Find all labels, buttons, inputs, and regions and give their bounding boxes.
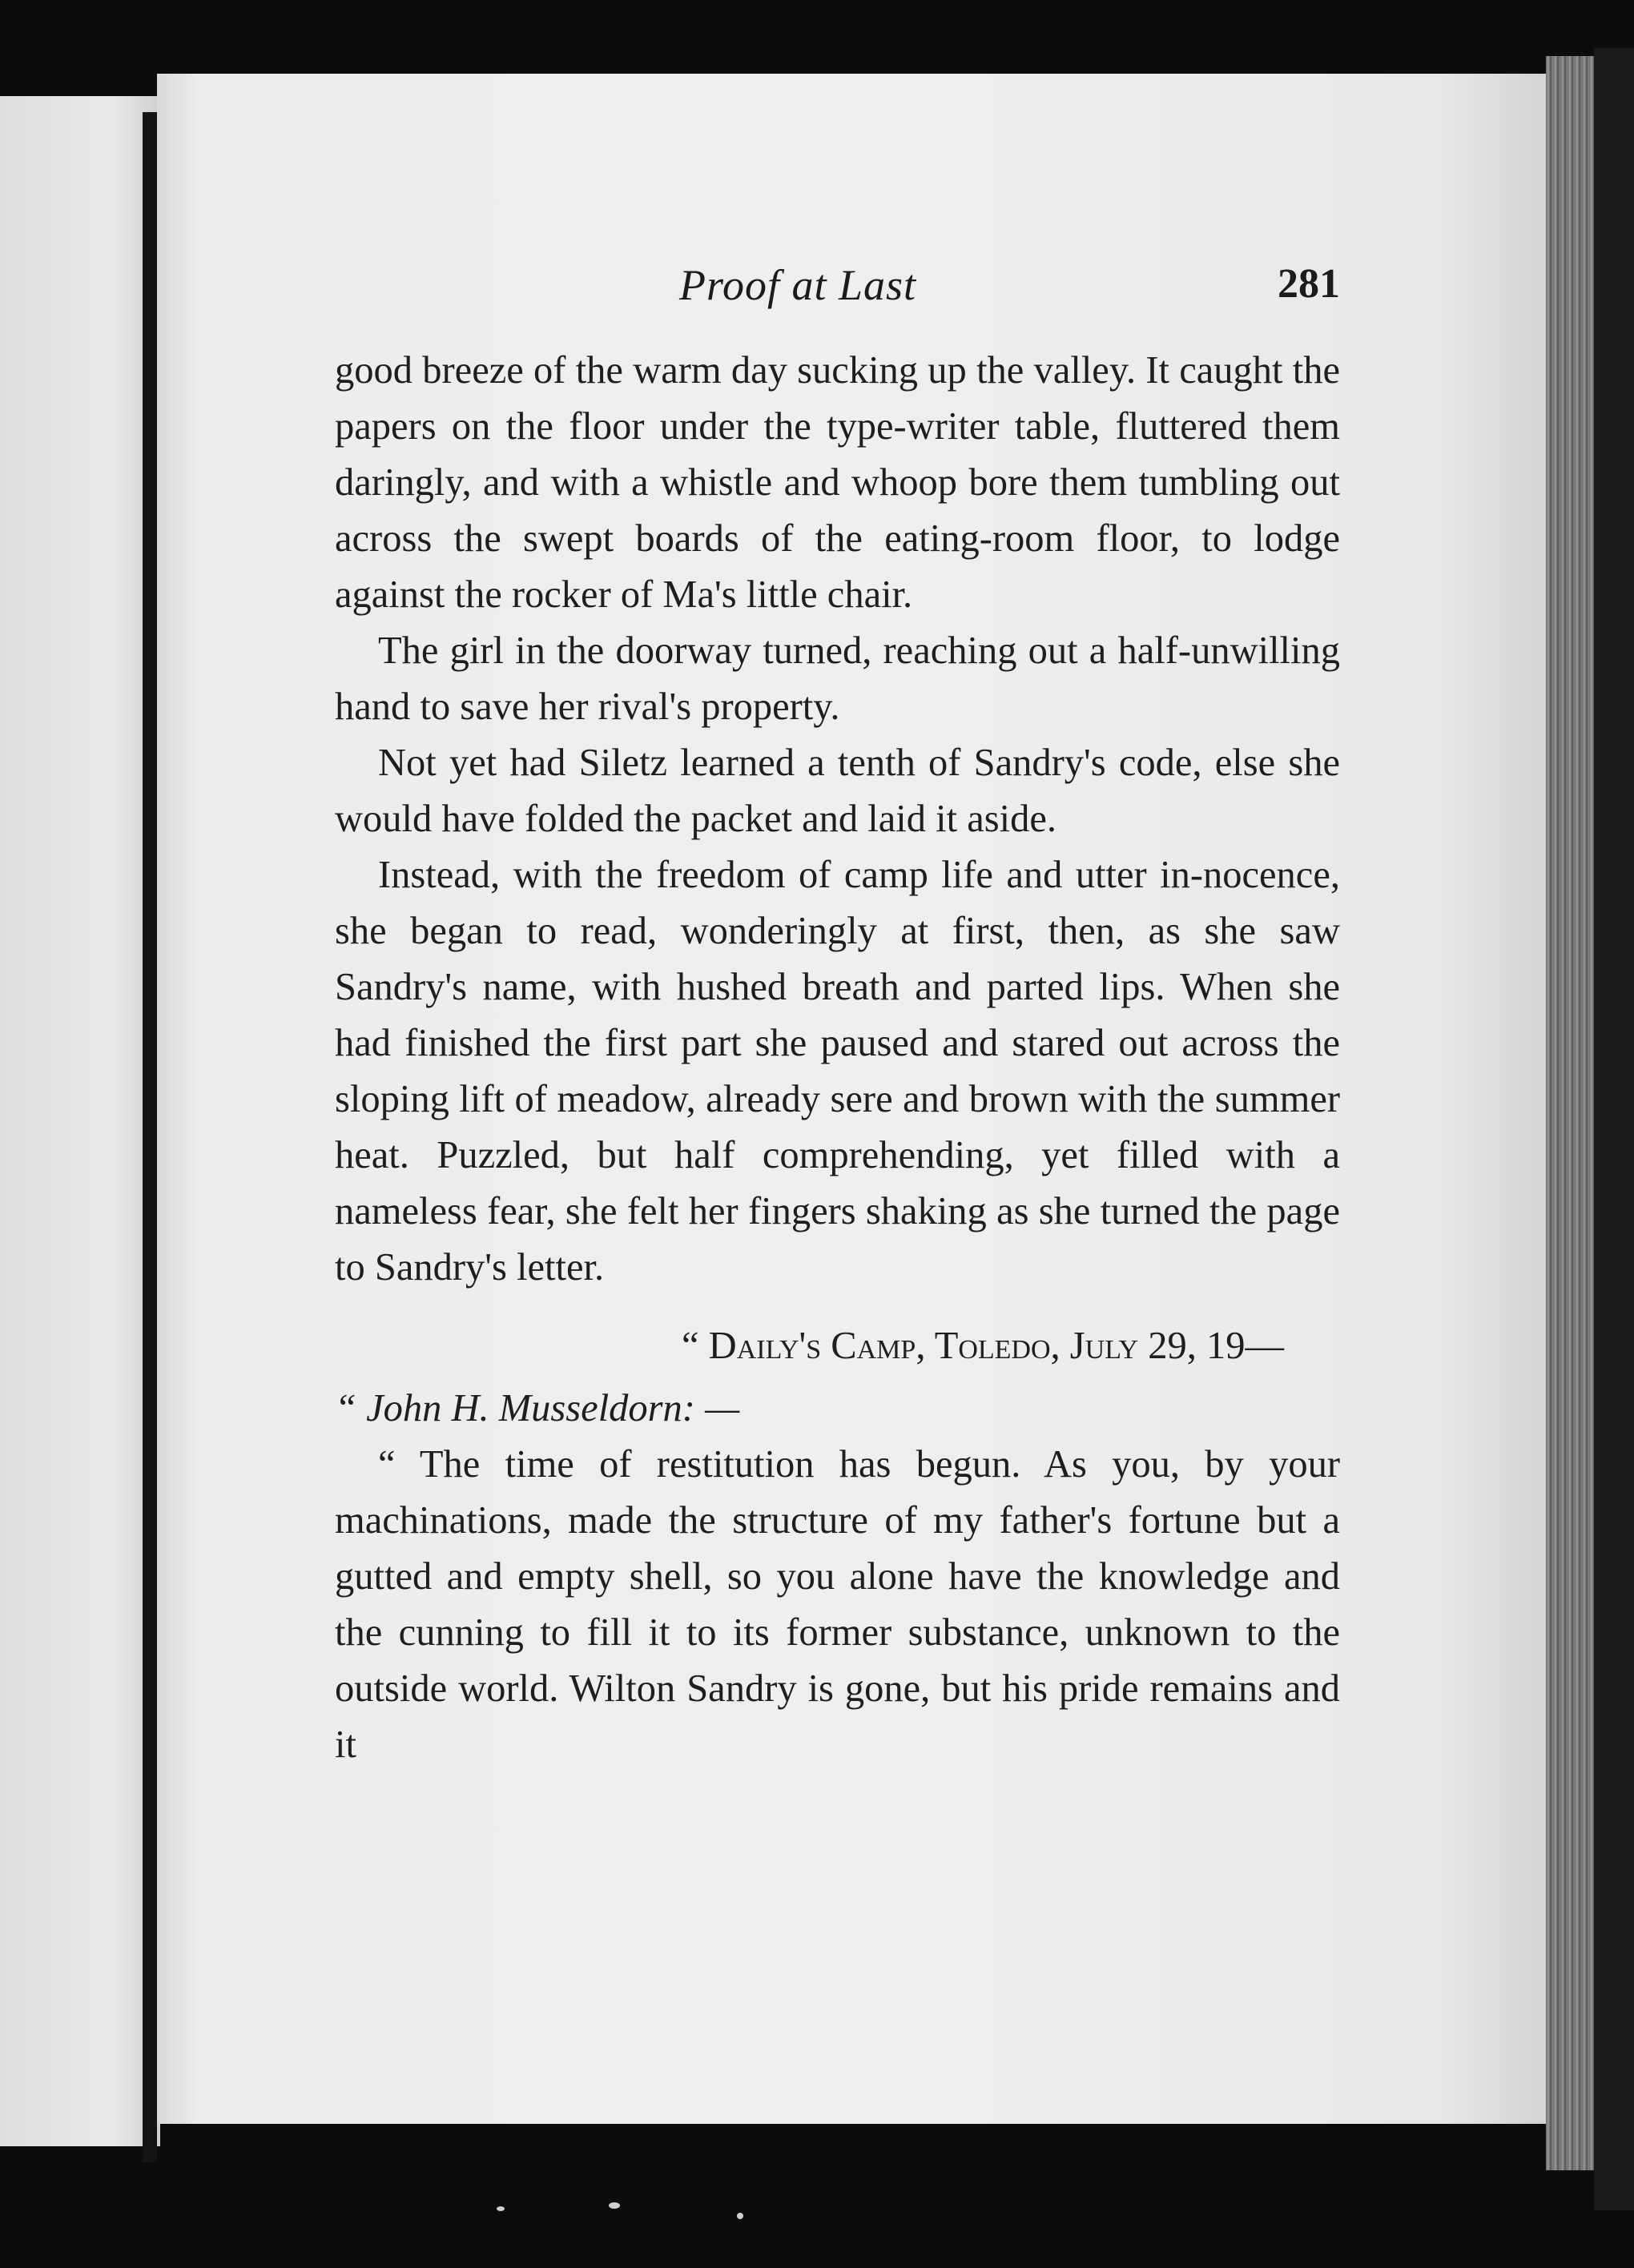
letter-dateline: “ Daily's Camp, Toledo, July 29, 19—: [682, 1325, 1284, 1367]
paragraph: Not yet had Siletz learned a tenth of Sandry's code, else she would have folded the packet and laid it aside.: [335, 742, 1340, 840]
letter-salutation: “ John H. Musseldorn: —: [335, 1387, 740, 1430]
running-title: Proof at Last: [679, 261, 917, 309]
paragraph: The girl in the doorway turned, reaching out a half-unwilling hand to save her rival's property.: [335, 629, 1340, 728]
page-number: 281: [1278, 261, 1340, 307]
binding-gutter: [143, 112, 157, 2162]
speck: [497, 2206, 505, 2211]
speck: [737, 2213, 743, 2219]
paragraph: good breeze of the warm day sucking up the valley. It caught the papers on the floor under the type-writer table, fluttered them daringly, and with a whistle and whoop bore them tumbling out across the swept boards of the eating-room floor, to lodge against the rocker of Ma's little chair.: [335, 349, 1340, 616]
scan-specks: [449, 2198, 849, 2230]
book-cover-edge: [1594, 48, 1634, 2210]
letter-body: “ The time of restitution has begun. As you, by your machinations, made the structure of my father's fortune but a gutted and empty shell, so you alone have the knowledge and the cunning to fill it to its former substance, unknown to the outside world. Wilton Sandry is gone, but his pride remains and it: [335, 1443, 1340, 1766]
paragraph: Instead, with the freedom of camp life and utter in-nocence, she began to read, wonderingly at first, then, as she saw Sandry's name, with hushed breath and parted lips. When she had finished the first part she paused and stared out across the sloping lift of meadow, already sere and brown with the summer heat. Puzzled, but half comprehending, yet filled with a nameless fear, she felt her fingers shaking as she turned the page to Sandry's letter.: [335, 854, 1340, 1289]
speck: [609, 2202, 620, 2209]
facing-page-edge: [0, 96, 160, 2146]
body-text: [335, 343, 1340, 1773]
page-header: [335, 260, 1340, 324]
